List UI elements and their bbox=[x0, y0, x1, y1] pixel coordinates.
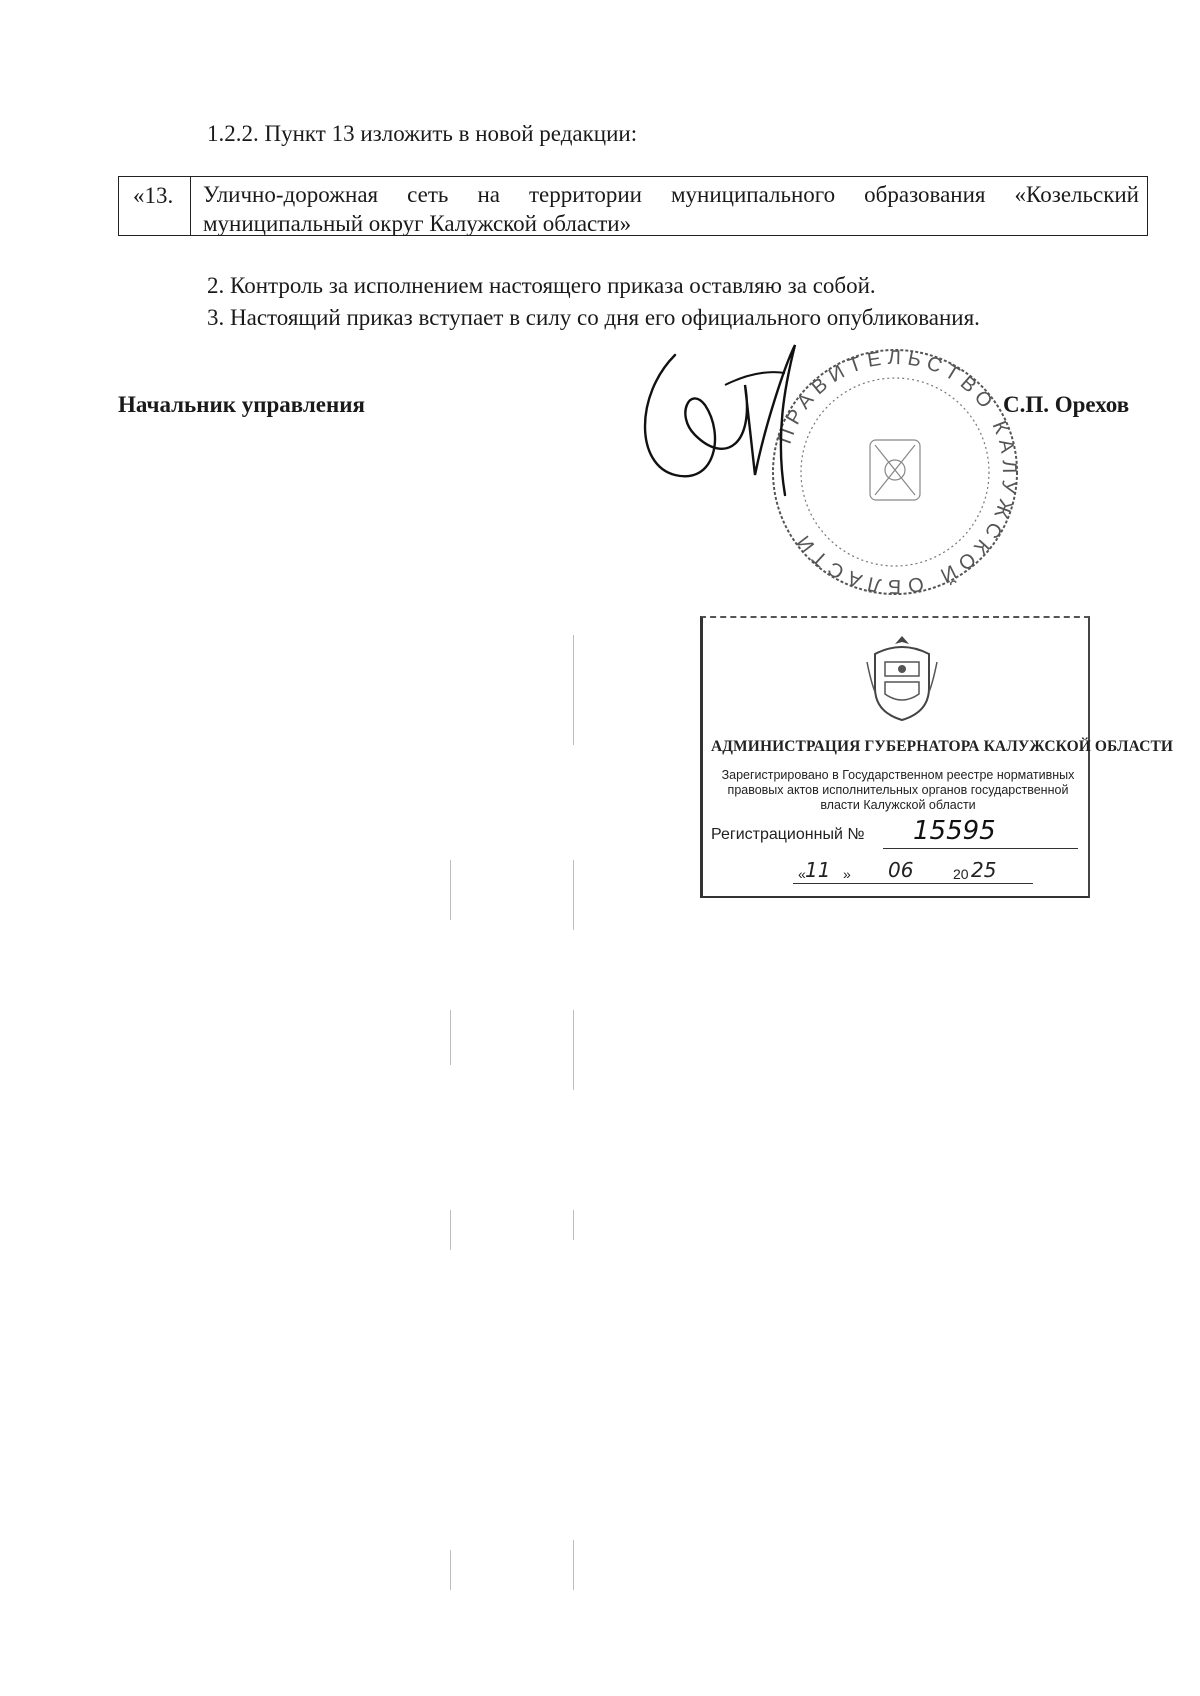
registration-date-year-prefix: 20 bbox=[953, 866, 969, 882]
scan-artifact bbox=[573, 635, 574, 745]
paragraph-2: 2. Контроль за исполнением настоящего приказа оставляю за собой. bbox=[207, 273, 876, 298]
scan-artifact bbox=[573, 1010, 574, 1090]
registration-date-open-quote: « bbox=[798, 866, 806, 882]
registration-organization: АДМИНИСТРАЦИЯ ГУБЕРНАТОРА КАЛУЖСКОЙ ОБЛАСТИ bbox=[711, 738, 1174, 755]
registration-date-underline bbox=[793, 883, 1033, 884]
scan-artifact bbox=[450, 1010, 451, 1065]
scan-artifact bbox=[573, 860, 574, 930]
scan-artifact bbox=[450, 860, 451, 920]
registration-number-value: 15595 bbox=[913, 816, 996, 846]
registration-number-label: Регистрационный № bbox=[711, 826, 865, 843]
registration-number-underline bbox=[883, 848, 1078, 849]
paragraph-1-2-2: 1.2.2. Пункт 13 изложить в новой редакции: bbox=[207, 121, 638, 146]
paragraph-3: 3. Настоящий приказ вступает в силу со дня его официального опубликования. bbox=[207, 305, 980, 330]
registration-note: Зарегистрировано в Государственном реестре нормативных правовых актов исполнительных органов государственной власти Калужской области bbox=[721, 768, 1075, 812]
registration-stamp bbox=[700, 616, 1174, 898]
coat-of-arms-icon bbox=[863, 632, 941, 724]
registration-date-month: 06 bbox=[888, 858, 914, 882]
signature bbox=[635, 325, 835, 515]
registration-date-day: 11 bbox=[805, 858, 831, 882]
registration-date-close-quote: » bbox=[843, 866, 851, 882]
amendment-row-number: «13. bbox=[119, 177, 191, 235]
registration-date-year-suffix: 25 bbox=[971, 858, 997, 882]
amendment-table bbox=[118, 176, 1148, 236]
scan-artifact bbox=[573, 1540, 574, 1590]
signatory-name: С.П. Орехов bbox=[1003, 392, 1130, 417]
signatory-position: Начальник управления bbox=[118, 392, 365, 417]
amendment-row-text: Улично-дорожная сеть на территории муниципального образования «Козельский муниципальный округ Калужской области» bbox=[203, 182, 1139, 236]
svg-text:ПРАВИТЕЛЬСТВО КАЛУЖСКОЙ ОБЛАСТ: ПРАВИТЕЛЬСТВО КАЛУЖСКОЙ ОБЛАСТИ bbox=[773, 346, 1021, 598]
scan-artifact bbox=[573, 1210, 574, 1240]
scan-artifact bbox=[450, 1550, 451, 1590]
scan-artifact bbox=[450, 1210, 451, 1250]
